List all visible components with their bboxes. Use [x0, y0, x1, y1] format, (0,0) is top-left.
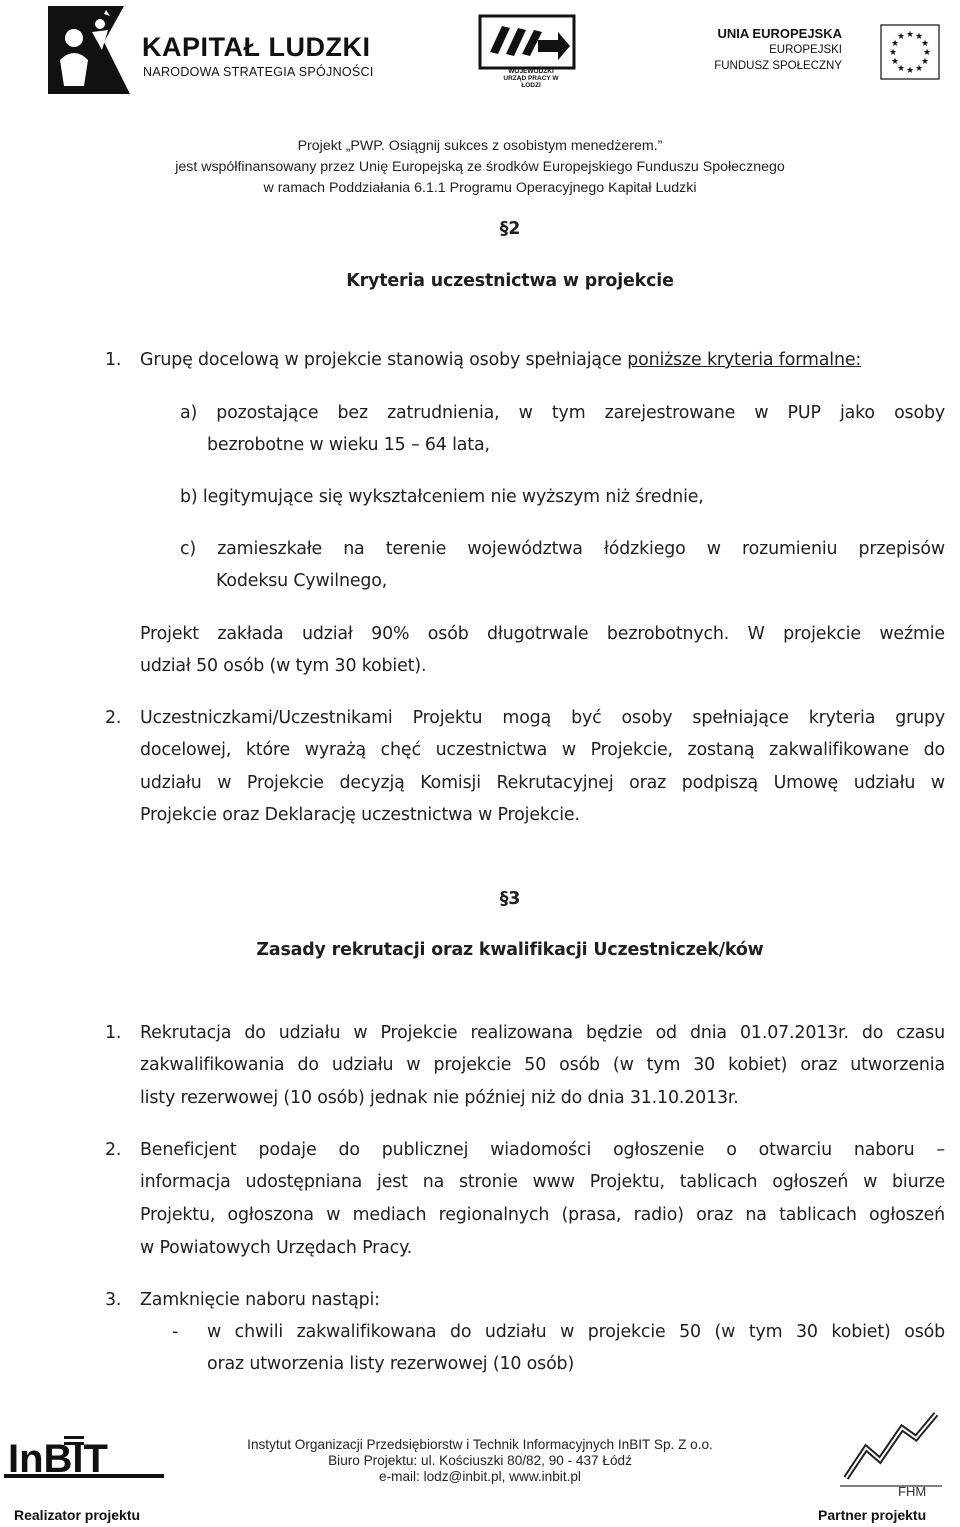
- project-header-line-3: w ramach Poddziałania 6.1.1 Programu Operacyjnego Kapitał Ludzki: [263, 180, 697, 196]
- footer-realizator-label: Realizator projektu: [14, 1507, 141, 1523]
- kl-logo-subtitle: NARODOWA STRATEGIA SPÓJNOŚCI: [143, 65, 374, 79]
- s2-criterion-c-line-2: Kodeksu Cywilnego,: [216, 571, 388, 591]
- svg-text:★: ★: [896, 64, 906, 74]
- section-2-number: §2: [499, 219, 521, 239]
- svg-text:★: ★: [905, 30, 915, 40]
- s2-item-1-text: [140, 350, 861, 370]
- svg-text:★: ★: [890, 39, 900, 49]
- s2-criterion-a-line-2: bezrobotne w wieku 15 – 64 lata,: [207, 435, 490, 455]
- svg-text:★: ★: [922, 48, 932, 58]
- svg-text:★: ★: [888, 48, 898, 58]
- s3-item-1-number: 1.: [105, 1023, 122, 1043]
- s3-item-1-line-2: zakwalifikowania do udziału w projekcie 50 osób (w tym 30 kobiet) oraz utworzenia: [140, 1055, 945, 1075]
- s2-item-2-line-4: Projekcie oraz Deklarację uczestnictwa w Projekcie.: [140, 805, 580, 825]
- svg-text:★: ★: [896, 32, 906, 42]
- s2-criterion-c-line-1: c) zamieszkałe na terenie województwa łódzkiego w rozumieniu przepisów: [180, 539, 945, 559]
- wup-lodz-logo: [478, 14, 576, 89]
- kapital-ludzki-logo: [44, 2, 384, 98]
- svg-text:★: ★: [920, 39, 930, 49]
- fhm-logo: [836, 1408, 946, 1498]
- section-2-title: Kryteria uczestnictwa w projekcie: [346, 271, 674, 291]
- s2-item-2-line-2: docelowej, które wyrażą chęć uczestnictwa w Projekcie, zostaną zakwalifikowane do: [140, 740, 945, 760]
- s2-item-1-number: 1.: [105, 350, 122, 370]
- s3-item-1-line-3: listy rezerwowej (10 osób) jednak nie później niż do dnia 31.10.2013r.: [140, 1088, 739, 1108]
- s3-item-1-line-1: Rekrutacja do udziału w Projekcie realizowana będzie od dnia 01.07.2013r. do czasu: [140, 1023, 945, 1043]
- footer-partner-label: Partner projektu: [818, 1507, 927, 1523]
- fhm-logo-text: FHM: [898, 1484, 927, 1498]
- s3-item-2-line-1: Beneficjent podaje do publicznej wiadomości ogłoszenie o otwarciu naboru –: [140, 1140, 945, 1160]
- svg-text:★: ★: [905, 66, 915, 76]
- footer-line-3: e-mail: lodz@inbit.pl, www.inbit.pl: [379, 1469, 581, 1484]
- project-header-line-1: Projekt „PWP. Osiągnij sukces z osobistym menedżerem.”: [297, 138, 663, 154]
- footer-line-1: Instytut Organizacji Przedsiębiorstw i Technik Informacyjnych InBIT Sp. Z o.o.: [247, 1437, 713, 1452]
- wup-logo-text: WOJEWÓDZKI URZĄD PRACY W ŁODZI: [503, 68, 559, 89]
- eu-logo: [710, 24, 940, 80]
- s2-item-1-underlined: poniższe kryteria formalne:: [627, 350, 862, 370]
- s3-item-2-line-3: Projektu, ogłoszona w mediach regionalnych (prasa, radio) oraz na tablicach ogłoszeń: [140, 1205, 945, 1225]
- eu-stars-icon: [880, 24, 940, 80]
- s3-item-2-line-4: w Powiatowych Urzędach Pracy.: [140, 1238, 413, 1258]
- s2-item-1-lead: Grupę docelową w projekcie stanowią osoby spełniające: [140, 350, 628, 370]
- wup-emblem-icon: [478, 14, 576, 70]
- s2-item-2-line-3: udziału w Projekcie decyzją Komisji Rekrutacyjnej oraz podpiszą Umowę udziału w: [140, 773, 945, 793]
- eu-logo-title: UNIA EUROPEJSKA: [717, 26, 842, 41]
- s2-criterion-b: b) legitymujące się wykształceniem nie wyższym niż średnie,: [180, 487, 704, 507]
- s3-item-3-text: Zamknięcie naboru nastąpi:: [140, 1290, 380, 1310]
- kapital-ludzki-emblem-icon: [44, 2, 136, 98]
- s3-item-2-number: 2.: [105, 1140, 122, 1160]
- s2-note-line-1: Projekt zakłada udział 90% osób długotrwale bezrobotnych. W projekcie weźmie: [140, 624, 945, 644]
- footer-line-2: Biuro Projektu: ul. Kościuszki 80/82, 90 - 437 Łódź: [328, 1453, 632, 1468]
- eu-logo-line2: EUROPEJSKI: [769, 44, 842, 56]
- eu-logo-line3: FUNDUSZ SPOŁECZNY: [714, 60, 842, 72]
- project-header-line-2: jest współfinansowany przez Unię Europejską ze środków Europejskiego Funduszu Społecznego: [175, 159, 785, 175]
- s3-item-3-number: 3.: [105, 1290, 122, 1310]
- svg-text:★: ★: [890, 57, 900, 67]
- fhm-logo-icon: [836, 1408, 946, 1498]
- kl-logo-title: KAPITAŁ LUDZKI: [142, 32, 371, 62]
- s2-note-line-2: udział 50 osób (w tym 30 kobiet).: [140, 656, 427, 676]
- svg-text:★: ★: [914, 64, 924, 74]
- svg-text:★: ★: [920, 57, 930, 67]
- inbit-logo-text: InBIT: [8, 1437, 108, 1481]
- s3-item-2-line-2: informacja udostępniana jest na stronie www Projektu, tablicach ogłoszeń w biurze: [140, 1172, 945, 1192]
- inbit-logo: [4, 1430, 164, 1490]
- svg-text:★: ★: [914, 32, 924, 42]
- s2-criterion-a-line-1: a) pozostające bez zatrudnienia, w tym zarejestrowane w PUP jako osoby: [180, 403, 945, 423]
- s3-dash-marker: -: [172, 1322, 179, 1342]
- inbit-logo-icon: [4, 1430, 164, 1490]
- s3-dash-line-1: w chwili zakwalifikowana do udziału w projekcie 50 (w tym 30 kobiet) osób: [207, 1322, 945, 1342]
- s3-dash-line-2: oraz utworzenia listy rezerwowej (10 osób): [207, 1354, 575, 1374]
- footer-address: [200, 1437, 760, 1485]
- section-3-number: §3: [499, 889, 521, 909]
- s2-item-2-line-1: Uczestniczkami/Uczestnikami Projektu mogą być osoby spełniające kryteria grupy: [140, 708, 945, 728]
- section-3-title: Zasady rekrutacji oraz kwalifikacji Uczestniczek/ków: [256, 940, 764, 960]
- project-header: [0, 136, 960, 199]
- s2-item-2-number: 2.: [105, 708, 122, 728]
